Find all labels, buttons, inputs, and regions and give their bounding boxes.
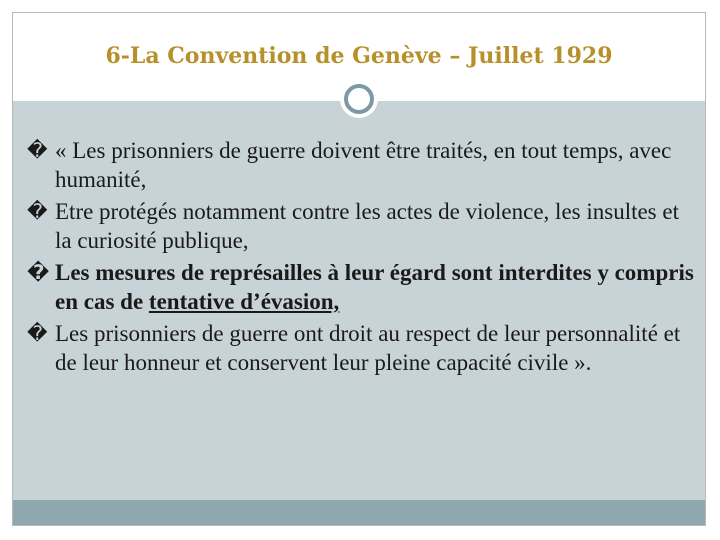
bullet-marker-icon: �	[27, 138, 48, 162]
circle-ornament-icon	[340, 80, 378, 118]
bottom-bar	[13, 500, 705, 525]
bullet-list	[27, 136, 699, 380]
bullet-item	[27, 258, 699, 316]
slide	[12, 12, 706, 526]
bullet-text: Etre protégés notamment contre les actes de violence, les insultes et la curiosité publique,	[55, 199, 679, 253]
slide-title: 6-La Convention de Genève – Juillet 1929	[105, 43, 613, 69]
bullet-item	[27, 197, 699, 255]
bullet-item	[27, 319, 699, 377]
bullet-text: Les mesures de représailles à leur égard sont interdites y compris en cas de	[55, 260, 694, 314]
bullet-text: Les prisonniers de guerre ont droit au respect de leur personnalité et de leur honneur et conservent leur pleine capacité civile ».	[55, 321, 681, 375]
bullet-marker-icon: �	[27, 260, 50, 284]
bullet-marker-icon: �	[27, 199, 48, 223]
bullet-text: « Les prisonniers de guerre doivent être traités, en tout temps, avec humanité,	[55, 138, 672, 192]
bullet-text-underlined: tentative d’évasion,	[148, 289, 340, 314]
bullet-marker-icon: �	[27, 321, 48, 345]
bullet-item	[27, 136, 699, 194]
ring-icon	[344, 84, 374, 114]
content-area	[13, 100, 705, 500]
